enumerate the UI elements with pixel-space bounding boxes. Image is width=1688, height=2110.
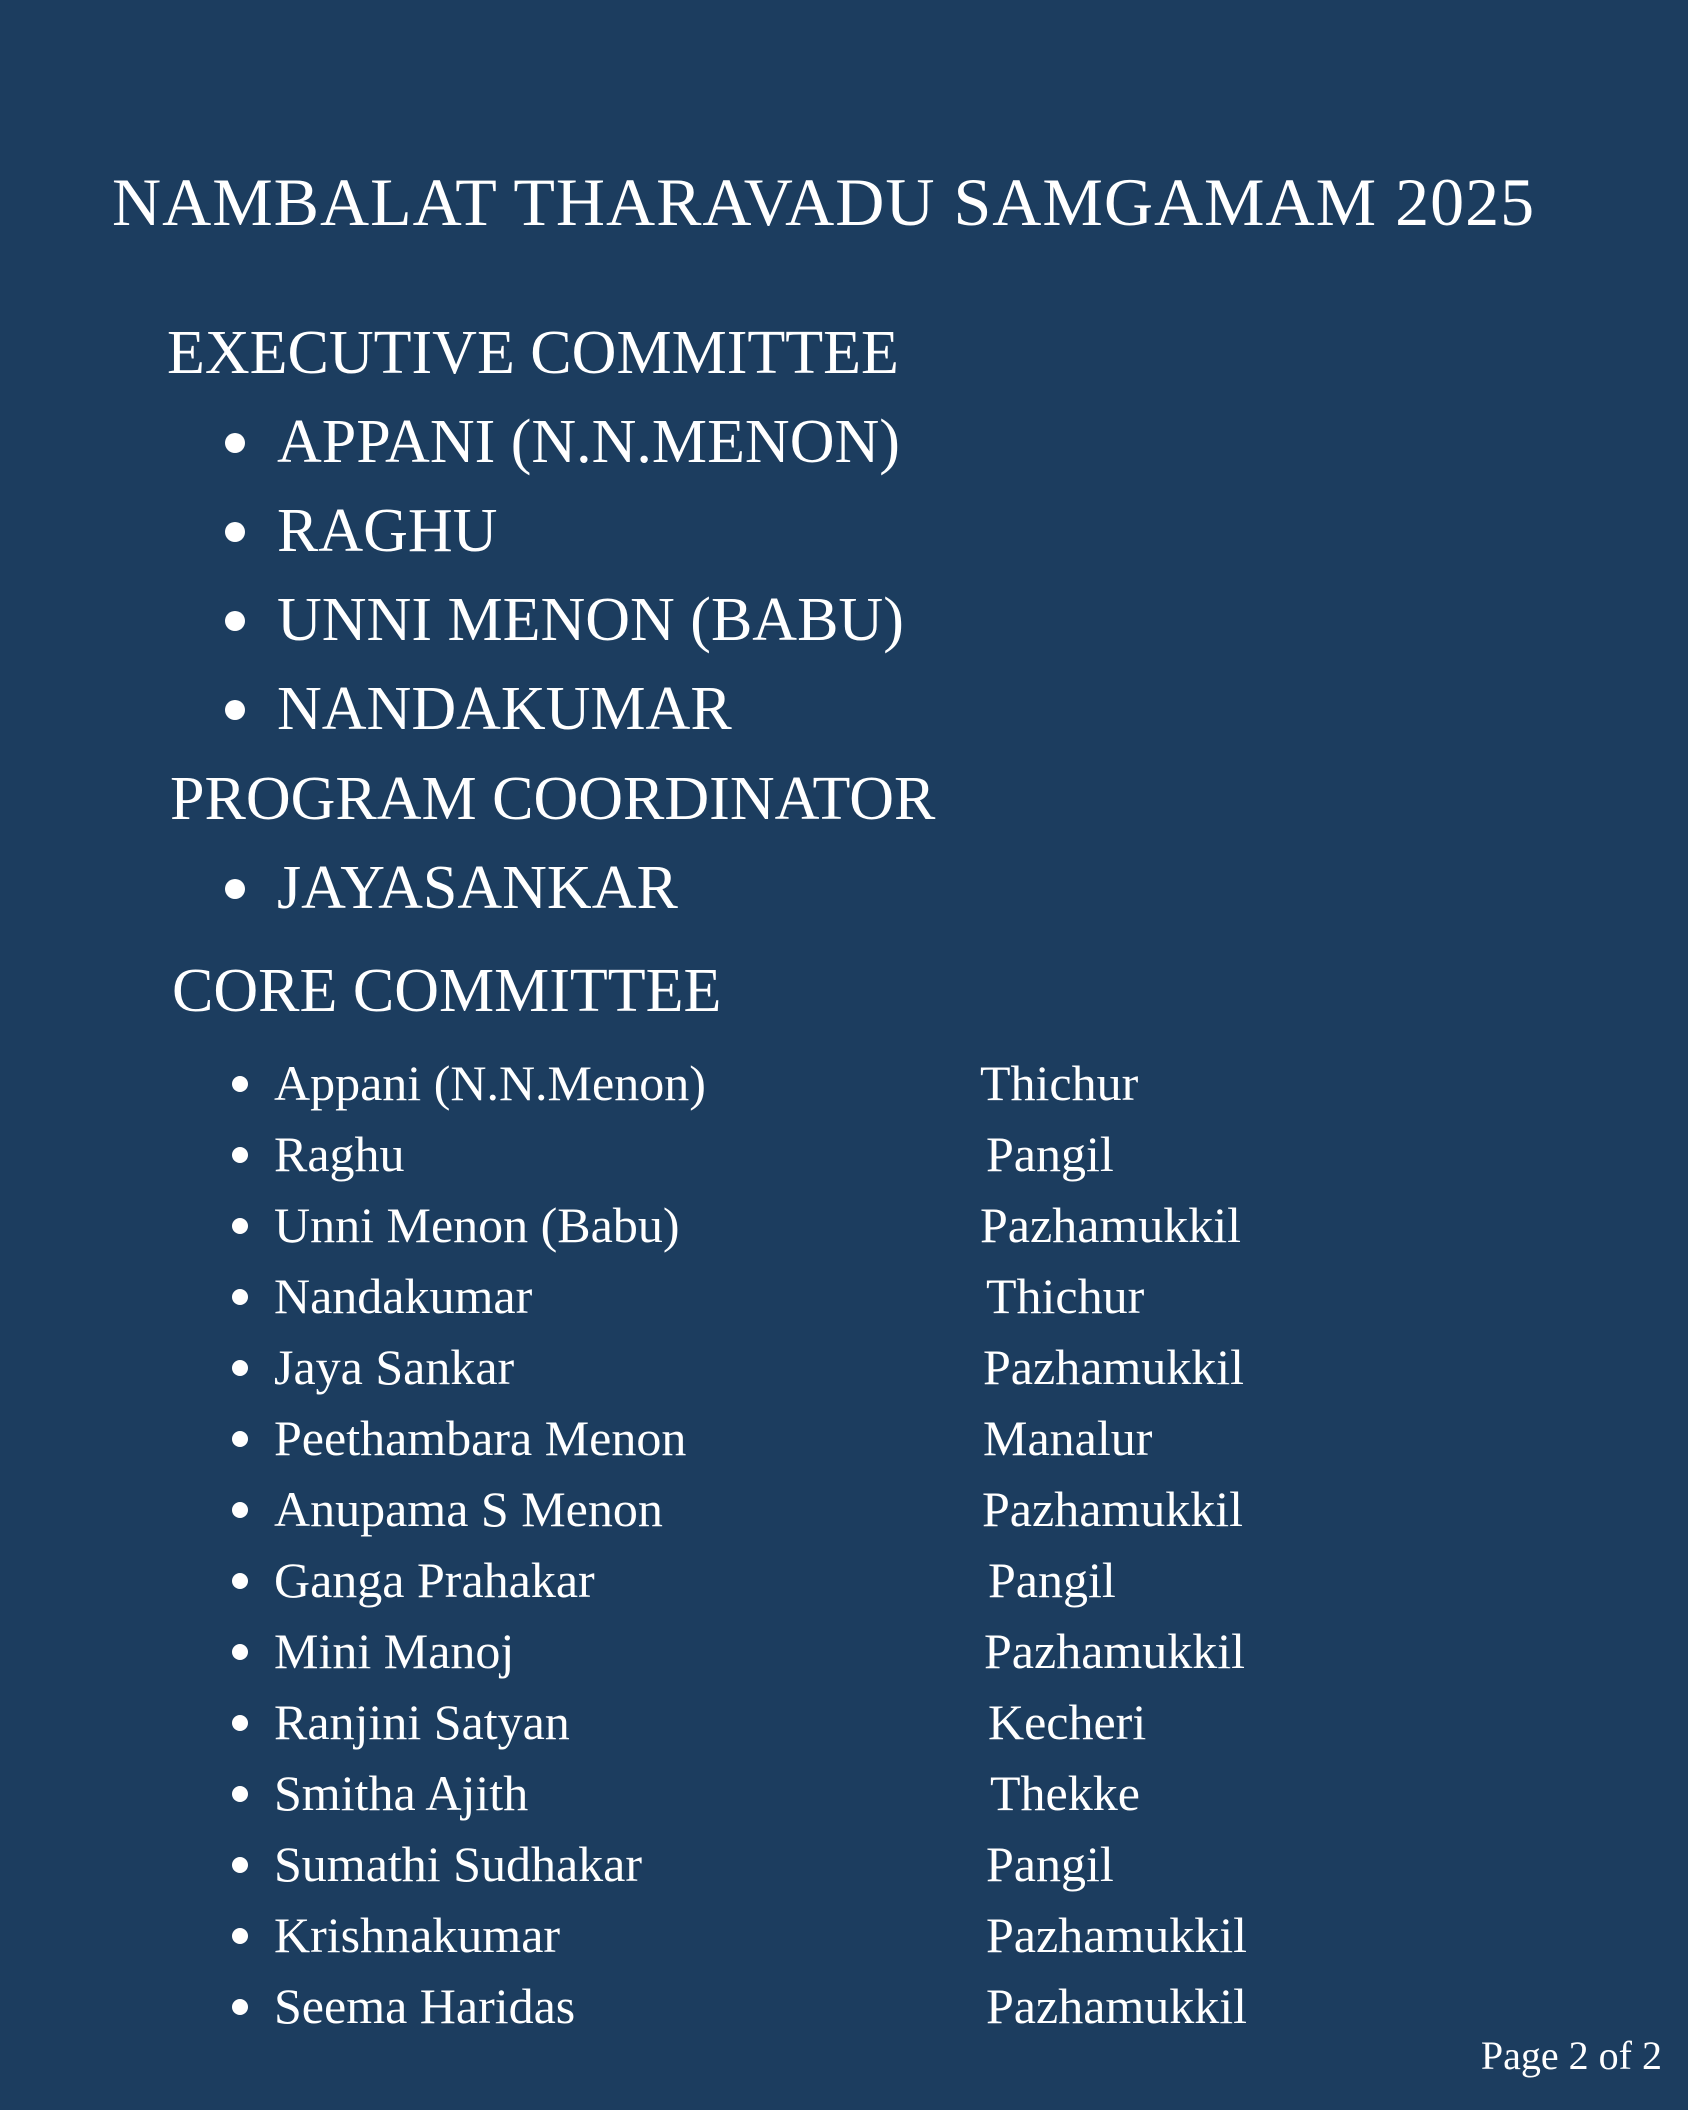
bullet-icon bbox=[232, 1857, 248, 1873]
member-place: Pazhamukkil bbox=[986, 1978, 1248, 2034]
bullet-icon bbox=[232, 1218, 248, 1234]
member-name: Unni Menon (Babu) bbox=[274, 1197, 680, 1253]
member-place: Thekke bbox=[990, 1765, 1140, 1821]
member-name: Jaya Sankar bbox=[274, 1339, 515, 1395]
member-place: Pazhamukkil bbox=[980, 1197, 1242, 1253]
member-name: Peethambara Menon bbox=[274, 1410, 687, 1466]
bullet-icon bbox=[225, 433, 245, 453]
member-name: APPANI (N.N.MENON) bbox=[277, 408, 900, 476]
member-place: Pangil bbox=[986, 1836, 1114, 1892]
member-name: NANDAKUMAR bbox=[277, 675, 732, 743]
bullet-icon bbox=[232, 1786, 248, 1802]
member-place: Manalur bbox=[983, 1410, 1153, 1466]
executive-committee-heading: EXECUTIVE COMMITTEE bbox=[167, 319, 899, 387]
bullet-icon bbox=[232, 1928, 248, 1944]
bullet-icon bbox=[225, 700, 245, 720]
member-place: Thichur bbox=[986, 1268, 1145, 1324]
member-name: JAYASANKAR bbox=[277, 854, 678, 922]
bullet-icon bbox=[232, 1147, 248, 1163]
member-name: Ganga Prahakar bbox=[274, 1552, 595, 1608]
bullet-icon bbox=[225, 611, 245, 631]
bullet-icon bbox=[232, 1573, 248, 1589]
member-name: Appani (N.N.Menon) bbox=[274, 1055, 706, 1111]
member-place: Thichur bbox=[980, 1055, 1139, 1111]
member-place: Pazhamukkil bbox=[984, 1623, 1246, 1679]
member-name: UNNI MENON (BABU) bbox=[277, 586, 904, 654]
member-place: Pangil bbox=[986, 1126, 1114, 1182]
member-name: RAGHU bbox=[277, 497, 498, 565]
bullet-icon bbox=[232, 1360, 248, 1376]
bullet-icon bbox=[232, 1715, 248, 1731]
member-name: Seema Haridas bbox=[274, 1978, 576, 2034]
member-name: Krishnakumar bbox=[274, 1907, 561, 1963]
member-name: Mini Manoj bbox=[274, 1623, 515, 1679]
member-name: Raghu bbox=[274, 1126, 405, 1182]
program-coordinator-heading: PROGRAM COORDINATOR bbox=[170, 765, 936, 833]
bullet-icon bbox=[232, 1076, 248, 1092]
bullet-icon bbox=[232, 1289, 248, 1305]
page-title: NAMBALAT THARAVADU SAMGAMAM 2025 bbox=[112, 164, 1536, 240]
member-place: Pazhamukkil bbox=[983, 1339, 1245, 1395]
page-number: Page 2 of 2 bbox=[1480, 2033, 1662, 2078]
member-name: Anupama S Menon bbox=[274, 1481, 663, 1537]
member-place: Pangil bbox=[988, 1552, 1116, 1608]
member-place: Kecheri bbox=[988, 1694, 1147, 1750]
bullet-icon bbox=[232, 1502, 248, 1518]
bullet-icon bbox=[232, 1999, 248, 2015]
bullet-icon bbox=[225, 879, 245, 899]
member-place: Pazhamukkil bbox=[986, 1907, 1248, 1963]
bullet-icon bbox=[232, 1431, 248, 1447]
member-name: Smitha Ajith bbox=[274, 1765, 529, 1821]
member-name: Sumathi Sudhakar bbox=[274, 1836, 643, 1892]
bullet-icon bbox=[232, 1644, 248, 1660]
member-name: Nandakumar bbox=[274, 1268, 533, 1324]
member-place: Pazhamukkil bbox=[982, 1481, 1244, 1537]
bullet-icon bbox=[225, 522, 245, 542]
core-committee-heading: CORE COMMITTEE bbox=[172, 957, 722, 1025]
member-name: Ranjini Satyan bbox=[274, 1694, 570, 1750]
